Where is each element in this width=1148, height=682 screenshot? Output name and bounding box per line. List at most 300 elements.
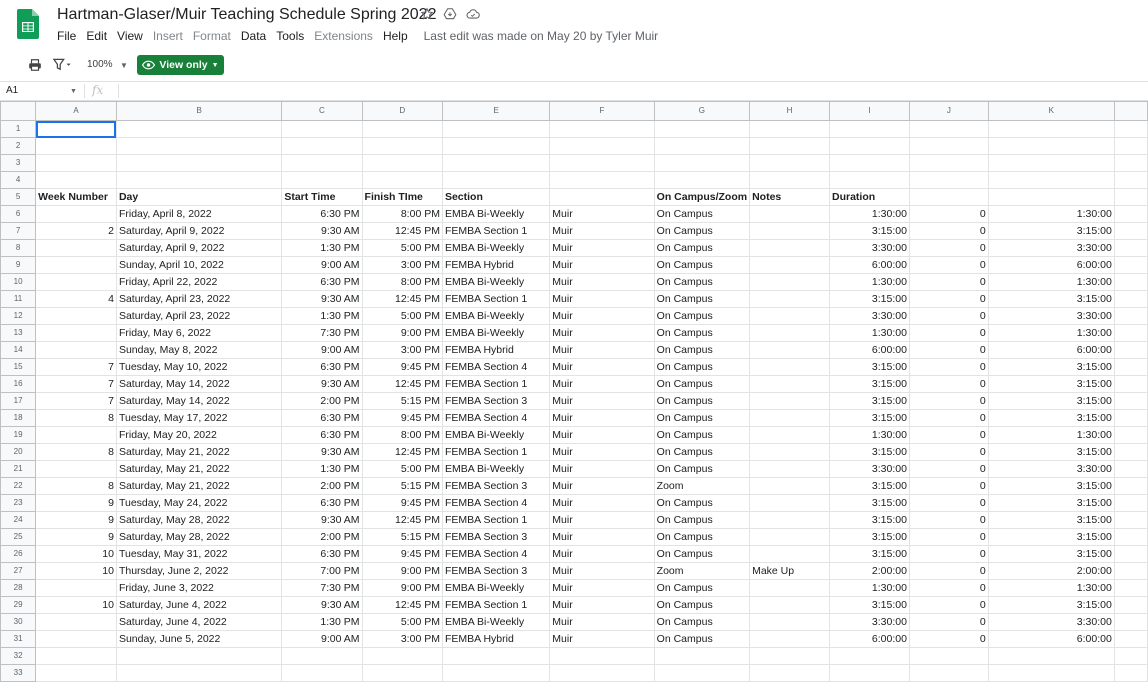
cell-h13[interactable]: [750, 325, 830, 342]
row-header[interactable]: 26: [1, 546, 36, 563]
cell-k33[interactable]: [988, 665, 1114, 682]
cell-h16[interactable]: [750, 376, 830, 393]
cell-f17[interactable]: Muir: [550, 393, 654, 410]
cell-g25[interactable]: On Campus: [654, 529, 749, 546]
sheets-logo-icon[interactable]: [17, 9, 39, 39]
cell-g16[interactable]: On Campus: [654, 376, 749, 393]
cell-j5[interactable]: [909, 189, 988, 206]
cell-d28[interactable]: 9:00 PM: [362, 580, 442, 597]
cell-c12[interactable]: 1:30 PM: [282, 308, 362, 325]
cell-h17[interactable]: [750, 393, 830, 410]
cell-b24[interactable]: Saturday, May 28, 2022: [116, 512, 281, 529]
cell-g7[interactable]: On Campus: [654, 223, 749, 240]
cell-i32[interactable]: [830, 648, 910, 665]
cell-e14[interactable]: FEMBA Hybrid: [442, 342, 549, 359]
cell-i17[interactable]: 3:15:00: [830, 393, 910, 410]
cell-c10[interactable]: 6:30 PM: [282, 274, 362, 291]
cell-f27[interactable]: Muir: [550, 563, 654, 580]
cell-d25[interactable]: 5:15 PM: [362, 529, 442, 546]
cell-f23[interactable]: Muir: [550, 495, 654, 512]
cell-c19[interactable]: 6:30 PM: [282, 427, 362, 444]
cell-b25[interactable]: Saturday, May 28, 2022: [116, 529, 281, 546]
cell-e7[interactable]: FEMBA Section 1: [442, 223, 549, 240]
cell-c28[interactable]: 7:30 PM: [282, 580, 362, 597]
cell-i21[interactable]: 3:30:00: [830, 461, 910, 478]
cell-f10[interactable]: Muir: [550, 274, 654, 291]
cell-j29[interactable]: 0: [909, 597, 988, 614]
cell-e27[interactable]: FEMBA Section 3: [442, 563, 549, 580]
star-icon[interactable]: [420, 7, 434, 21]
last-edit-link[interactable]: Last edit was made on May 20 by Tyler Muir: [423, 29, 659, 43]
cell-d2[interactable]: [362, 138, 442, 155]
cell-f15[interactable]: Muir: [550, 359, 654, 376]
cell-a28[interactable]: [36, 580, 117, 597]
cell-d24[interactable]: 12:45 PM: [362, 512, 442, 529]
menu-view[interactable]: View: [117, 29, 143, 43]
cell-k15[interactable]: 3:15:00: [988, 359, 1114, 376]
cell-i1[interactable]: [830, 121, 910, 138]
cell-e25[interactable]: FEMBA Section 3: [442, 529, 549, 546]
cell-h15[interactable]: [750, 359, 830, 376]
cell-k17[interactable]: 3:15:00: [988, 393, 1114, 410]
cell-b33[interactable]: [116, 665, 281, 682]
cell-e10[interactable]: EMBA Bi-Weekly: [442, 274, 549, 291]
cell-e2[interactable]: [442, 138, 549, 155]
cell-h23[interactable]: [750, 495, 830, 512]
cell-d21[interactable]: 5:00 PM: [362, 461, 442, 478]
row-header[interactable]: 12: [1, 308, 36, 325]
cell-i26[interactable]: 3:15:00: [830, 546, 910, 563]
cell-g1[interactable]: [654, 121, 749, 138]
cell-e33[interactable]: [442, 665, 549, 682]
cell-b22[interactable]: Saturday, May 21, 2022: [116, 478, 281, 495]
cell-f14[interactable]: Muir: [550, 342, 654, 359]
cell-a9[interactable]: [36, 257, 117, 274]
cell-f16[interactable]: Muir: [550, 376, 654, 393]
cell-h18[interactable]: [750, 410, 830, 427]
cell-i8[interactable]: 3:30:00: [830, 240, 910, 257]
cell-f4[interactable]: [550, 172, 654, 189]
column-header-g[interactable]: G: [654, 102, 749, 121]
cell-f26[interactable]: Muir: [550, 546, 654, 563]
row-header[interactable]: 19: [1, 427, 36, 444]
cell-k9[interactable]: 6:00:00: [988, 257, 1114, 274]
cell-h5[interactable]: Notes: [750, 189, 830, 206]
cell-c14[interactable]: 9:00 AM: [282, 342, 362, 359]
menu-insert[interactable]: Insert: [152, 29, 183, 43]
cell-f32[interactable]: [550, 648, 654, 665]
cell-d1[interactable]: [362, 121, 442, 138]
cell-h19[interactable]: [750, 427, 830, 444]
row-header[interactable]: 17: [1, 393, 36, 410]
cell-b7[interactable]: Saturday, April 9, 2022: [116, 223, 281, 240]
cell-k27[interactable]: 2:00:00: [988, 563, 1114, 580]
cell-j30[interactable]: 0: [909, 614, 988, 631]
cell-g14[interactable]: On Campus: [654, 342, 749, 359]
row-header[interactable]: 11: [1, 291, 36, 308]
column-header-k[interactable]: K: [988, 102, 1114, 121]
cell-i19[interactable]: 1:30:00: [830, 427, 910, 444]
cell-i27[interactable]: 2:00:00: [830, 563, 910, 580]
cell-i5[interactable]: Duration: [830, 189, 910, 206]
cell-i30[interactable]: 3:30:00: [830, 614, 910, 631]
cell-g19[interactable]: On Campus: [654, 427, 749, 444]
cell-a12[interactable]: [36, 308, 117, 325]
cell-f11[interactable]: Muir: [550, 291, 654, 308]
cell-j27[interactable]: 0: [909, 563, 988, 580]
cell-d18[interactable]: 9:45 PM: [362, 410, 442, 427]
cell-d3[interactable]: [362, 155, 442, 172]
cell-j25[interactable]: 0: [909, 529, 988, 546]
cell-i18[interactable]: 3:15:00: [830, 410, 910, 427]
cell-i6[interactable]: 1:30:00: [830, 206, 910, 223]
cell-j9[interactable]: 0: [909, 257, 988, 274]
cell-e23[interactable]: FEMBA Section 4: [442, 495, 549, 512]
cell-h25[interactable]: [750, 529, 830, 546]
cell-a7[interactable]: 2: [36, 223, 117, 240]
cell-j21[interactable]: 0: [909, 461, 988, 478]
cell-b30[interactable]: Saturday, June 4, 2022: [116, 614, 281, 631]
cell-c25[interactable]: 2:00 PM: [282, 529, 362, 546]
cell-h11[interactable]: [750, 291, 830, 308]
cell-j13[interactable]: 0: [909, 325, 988, 342]
name-box[interactable]: A1: [6, 85, 19, 96]
row-header[interactable]: 30: [1, 614, 36, 631]
menu-format[interactable]: Format: [192, 29, 231, 43]
cell-d27[interactable]: 9:00 PM: [362, 563, 442, 580]
cell-d6[interactable]: 8:00 PM: [362, 206, 442, 223]
cell-a2[interactable]: [36, 138, 117, 155]
cell-c23[interactable]: 6:30 PM: [282, 495, 362, 512]
view-only-button[interactable]: [137, 55, 224, 75]
cell-c33[interactable]: [282, 665, 362, 682]
cell-g30[interactable]: On Campus: [654, 614, 749, 631]
cell-e9[interactable]: FEMBA Hybrid: [442, 257, 549, 274]
cell-e28[interactable]: EMBA Bi-Weekly: [442, 580, 549, 597]
cell-d16[interactable]: 12:45 PM: [362, 376, 442, 393]
cell-i4[interactable]: [830, 172, 910, 189]
column-header-j[interactable]: J: [909, 102, 988, 121]
cell-a32[interactable]: [36, 648, 117, 665]
cell-b10[interactable]: Friday, April 22, 2022: [116, 274, 281, 291]
cell-j23[interactable]: 0: [909, 495, 988, 512]
cell-h7[interactable]: [750, 223, 830, 240]
cell-k16[interactable]: 3:15:00: [988, 376, 1114, 393]
cell-j1[interactable]: [909, 121, 988, 138]
cell-e19[interactable]: EMBA Bi-Weekly: [442, 427, 549, 444]
row-header[interactable]: 2: [1, 138, 36, 155]
cell-f19[interactable]: Muir: [550, 427, 654, 444]
cell-b21[interactable]: Saturday, May 21, 2022: [116, 461, 281, 478]
cell-f18[interactable]: Muir: [550, 410, 654, 427]
cell-d17[interactable]: 5:15 PM: [362, 393, 442, 410]
row-header[interactable]: 18: [1, 410, 36, 427]
row-header[interactable]: 1: [1, 121, 36, 138]
row-header[interactable]: 25: [1, 529, 36, 546]
cell-j12[interactable]: 0: [909, 308, 988, 325]
cell-h27[interactable]: Make Up: [750, 563, 830, 580]
cell-i23[interactable]: 3:15:00: [830, 495, 910, 512]
row-header[interactable]: 24: [1, 512, 36, 529]
cell-b11[interactable]: Saturday, April 23, 2022: [116, 291, 281, 308]
cell-j3[interactable]: [909, 155, 988, 172]
cell-i29[interactable]: 3:15:00: [830, 597, 910, 614]
cell-j28[interactable]: 0: [909, 580, 988, 597]
cell-j31[interactable]: 0: [909, 631, 988, 648]
cell-h32[interactable]: [750, 648, 830, 665]
cell-h33[interactable]: [750, 665, 830, 682]
cell-g18[interactable]: On Campus: [654, 410, 749, 427]
cell-a11[interactable]: 4: [36, 291, 117, 308]
row-header[interactable]: 13: [1, 325, 36, 342]
menu-tools[interactable]: Tools: [276, 29, 305, 43]
cell-e20[interactable]: FEMBA Section 1: [442, 444, 549, 461]
cell-a14[interactable]: [36, 342, 117, 359]
cell-d30[interactable]: 5:00 PM: [362, 614, 442, 631]
cell-f13[interactable]: Muir: [550, 325, 654, 342]
cell-e1[interactable]: [442, 121, 549, 138]
cell-b1[interactable]: [116, 121, 281, 138]
cell-b14[interactable]: Sunday, May 8, 2022: [116, 342, 281, 359]
cell-h29[interactable]: [750, 597, 830, 614]
cell-e8[interactable]: EMBA Bi-Weekly: [442, 240, 549, 257]
cell-a4[interactable]: [36, 172, 117, 189]
cell-j32[interactable]: [909, 648, 988, 665]
cell-c3[interactable]: [282, 155, 362, 172]
cell-e4[interactable]: [442, 172, 549, 189]
row-header[interactable]: 15: [1, 359, 36, 376]
menu-data[interactable]: Data: [240, 29, 267, 43]
cell-a26[interactable]: 10: [36, 546, 117, 563]
cell-b6[interactable]: Friday, April 8, 2022: [116, 206, 281, 223]
cell-e30[interactable]: EMBA Bi-Weekly: [442, 614, 549, 631]
row-header[interactable]: 16: [1, 376, 36, 393]
cell-g22[interactable]: Zoom: [654, 478, 749, 495]
column-header-b[interactable]: B: [116, 102, 281, 121]
cell-j8[interactable]: 0: [909, 240, 988, 257]
cell-a5[interactable]: Week Number: [36, 189, 117, 206]
cell-g28[interactable]: On Campus: [654, 580, 749, 597]
row-header[interactable]: 27: [1, 563, 36, 580]
cell-c2[interactable]: [282, 138, 362, 155]
cell-g17[interactable]: On Campus: [654, 393, 749, 410]
cell-d32[interactable]: [362, 648, 442, 665]
cell-j11[interactable]: 0: [909, 291, 988, 308]
cell-j15[interactable]: 0: [909, 359, 988, 376]
cell-a16[interactable]: 7: [36, 376, 117, 393]
cell-h21[interactable]: [750, 461, 830, 478]
cell-c27[interactable]: 7:00 PM: [282, 563, 362, 580]
cell-k20[interactable]: 3:15:00: [988, 444, 1114, 461]
cell-g3[interactable]: [654, 155, 749, 172]
cell-j33[interactable]: [909, 665, 988, 682]
cell-k7[interactable]: 3:15:00: [988, 223, 1114, 240]
cell-i20[interactable]: 3:15:00: [830, 444, 910, 461]
cell-d23[interactable]: 9:45 PM: [362, 495, 442, 512]
row-header[interactable]: 3: [1, 155, 36, 172]
cell-c8[interactable]: 1:30 PM: [282, 240, 362, 257]
cell-k29[interactable]: 3:15:00: [988, 597, 1114, 614]
cell-e11[interactable]: FEMBA Section 1: [442, 291, 549, 308]
cell-b13[interactable]: Friday, May 6, 2022: [116, 325, 281, 342]
cell-k24[interactable]: 3:15:00: [988, 512, 1114, 529]
cell-j17[interactable]: 0: [909, 393, 988, 410]
cell-d19[interactable]: 8:00 PM: [362, 427, 442, 444]
cell-k22[interactable]: 3:15:00: [988, 478, 1114, 495]
cell-f24[interactable]: Muir: [550, 512, 654, 529]
cell-a15[interactable]: 7: [36, 359, 117, 376]
cell-f6[interactable]: Muir: [550, 206, 654, 223]
cell-g4[interactable]: [654, 172, 749, 189]
cell-a19[interactable]: [36, 427, 117, 444]
cell-b18[interactable]: Tuesday, May 17, 2022: [116, 410, 281, 427]
cell-a10[interactable]: [36, 274, 117, 291]
cell-g8[interactable]: On Campus: [654, 240, 749, 257]
cell-k8[interactable]: 3:30:00: [988, 240, 1114, 257]
cell-a29[interactable]: 10: [36, 597, 117, 614]
cell-a18[interactable]: 8: [36, 410, 117, 427]
cell-h12[interactable]: [750, 308, 830, 325]
cell-b3[interactable]: [116, 155, 281, 172]
cell-b8[interactable]: Saturday, April 9, 2022: [116, 240, 281, 257]
cell-h2[interactable]: [750, 138, 830, 155]
cell-f31[interactable]: Muir: [550, 631, 654, 648]
cell-j22[interactable]: 0: [909, 478, 988, 495]
cell-a30[interactable]: [36, 614, 117, 631]
cell-b9[interactable]: Sunday, April 10, 2022: [116, 257, 281, 274]
cell-f2[interactable]: [550, 138, 654, 155]
cell-d15[interactable]: 9:45 PM: [362, 359, 442, 376]
cell-g32[interactable]: [654, 648, 749, 665]
cell-b26[interactable]: Tuesday, May 31, 2022: [116, 546, 281, 563]
zoom-select[interactable]: 100%: [87, 59, 113, 70]
cell-i3[interactable]: [830, 155, 910, 172]
cell-k11[interactable]: 3:15:00: [988, 291, 1114, 308]
cell-d33[interactable]: [362, 665, 442, 682]
cell-c6[interactable]: 6:30 PM: [282, 206, 362, 223]
row-header[interactable]: 8: [1, 240, 36, 257]
cell-a22[interactable]: 8: [36, 478, 117, 495]
cell-i7[interactable]: 3:15:00: [830, 223, 910, 240]
column-header-i[interactable]: I: [830, 102, 910, 121]
select-all-corner[interactable]: [1, 102, 36, 121]
cell-d10[interactable]: 8:00 PM: [362, 274, 442, 291]
row-header[interactable]: 14: [1, 342, 36, 359]
cell-k2[interactable]: [988, 138, 1114, 155]
column-header-h[interactable]: H: [750, 102, 830, 121]
cell-h31[interactable]: [750, 631, 830, 648]
cell-g11[interactable]: On Campus: [654, 291, 749, 308]
cell-b12[interactable]: Saturday, April 23, 2022: [116, 308, 281, 325]
cell-g24[interactable]: On Campus: [654, 512, 749, 529]
cell-b5[interactable]: Day: [116, 189, 281, 206]
column-header-a[interactable]: A: [36, 102, 117, 121]
menu-file[interactable]: File: [57, 29, 77, 43]
cell-c18[interactable]: 6:30 PM: [282, 410, 362, 427]
cell-d5[interactable]: Finish TIme: [362, 189, 442, 206]
cell-b15[interactable]: Tuesday, May 10, 2022: [116, 359, 281, 376]
cell-i14[interactable]: 6:00:00: [830, 342, 910, 359]
cell-a6[interactable]: [36, 206, 117, 223]
cell-k1[interactable]: [988, 121, 1114, 138]
cell-h24[interactable]: [750, 512, 830, 529]
cell-f25[interactable]: Muir: [550, 529, 654, 546]
cell-h22[interactable]: [750, 478, 830, 495]
cell-h4[interactable]: [750, 172, 830, 189]
cell-c30[interactable]: 1:30 PM: [282, 614, 362, 631]
cell-e12[interactable]: EMBA Bi-Weekly: [442, 308, 549, 325]
cell-d22[interactable]: 5:15 PM: [362, 478, 442, 495]
cell-h30[interactable]: [750, 614, 830, 631]
cell-c31[interactable]: 9:00 AM: [282, 631, 362, 648]
cell-c15[interactable]: 6:30 PM: [282, 359, 362, 376]
cell-e21[interactable]: EMBA Bi-Weekly: [442, 461, 549, 478]
cell-b23[interactable]: Tuesday, May 24, 2022: [116, 495, 281, 512]
cell-h14[interactable]: [750, 342, 830, 359]
cell-d7[interactable]: 12:45 PM: [362, 223, 442, 240]
row-header[interactable]: 10: [1, 274, 36, 291]
cell-c7[interactable]: 9:30 AM: [282, 223, 362, 240]
cell-a1[interactable]: [36, 121, 117, 138]
cell-g27[interactable]: Zoom: [654, 563, 749, 580]
cell-k25[interactable]: 3:15:00: [988, 529, 1114, 546]
cell-i15[interactable]: 3:15:00: [830, 359, 910, 376]
cell-f28[interactable]: Muir: [550, 580, 654, 597]
cell-g26[interactable]: On Campus: [654, 546, 749, 563]
cell-b31[interactable]: Sunday, June 5, 2022: [116, 631, 281, 648]
cell-e29[interactable]: FEMBA Section 1: [442, 597, 549, 614]
cell-f5[interactable]: [550, 189, 654, 206]
cell-c1[interactable]: [282, 121, 362, 138]
row-header[interactable]: 32: [1, 648, 36, 665]
move-to-drive-icon[interactable]: [443, 7, 457, 21]
cell-e18[interactable]: FEMBA Section 4: [442, 410, 549, 427]
cell-k13[interactable]: 1:30:00: [988, 325, 1114, 342]
cell-b29[interactable]: Saturday, June 4, 2022: [116, 597, 281, 614]
cell-k26[interactable]: 3:15:00: [988, 546, 1114, 563]
cell-i33[interactable]: [830, 665, 910, 682]
cell-f20[interactable]: Muir: [550, 444, 654, 461]
cell-i28[interactable]: 1:30:00: [830, 580, 910, 597]
cell-a24[interactable]: 9: [36, 512, 117, 529]
row-header[interactable]: 4: [1, 172, 36, 189]
cell-i31[interactable]: 6:00:00: [830, 631, 910, 648]
cell-e31[interactable]: FEMBA Hybrid: [442, 631, 549, 648]
cell-d26[interactable]: 9:45 PM: [362, 546, 442, 563]
cell-g13[interactable]: On Campus: [654, 325, 749, 342]
cell-h3[interactable]: [750, 155, 830, 172]
cell-e24[interactable]: FEMBA Section 1: [442, 512, 549, 529]
cell-c26[interactable]: 6:30 PM: [282, 546, 362, 563]
cell-d4[interactable]: [362, 172, 442, 189]
cell-j6[interactable]: 0: [909, 206, 988, 223]
cell-f3[interactable]: [550, 155, 654, 172]
row-header[interactable]: 23: [1, 495, 36, 512]
cell-j19[interactable]: 0: [909, 427, 988, 444]
cell-e22[interactable]: FEMBA Section 3: [442, 478, 549, 495]
cell-b27[interactable]: Thursday, June 2, 2022: [116, 563, 281, 580]
cell-c29[interactable]: 9:30 AM: [282, 597, 362, 614]
cell-a8[interactable]: [36, 240, 117, 257]
cell-i13[interactable]: 1:30:00: [830, 325, 910, 342]
cell-j2[interactable]: [909, 138, 988, 155]
cell-g2[interactable]: [654, 138, 749, 155]
cell-b32[interactable]: [116, 648, 281, 665]
cell-k10[interactable]: 1:30:00: [988, 274, 1114, 291]
cell-i16[interactable]: 3:15:00: [830, 376, 910, 393]
cell-k14[interactable]: 6:00:00: [988, 342, 1114, 359]
row-header[interactable]: 20: [1, 444, 36, 461]
